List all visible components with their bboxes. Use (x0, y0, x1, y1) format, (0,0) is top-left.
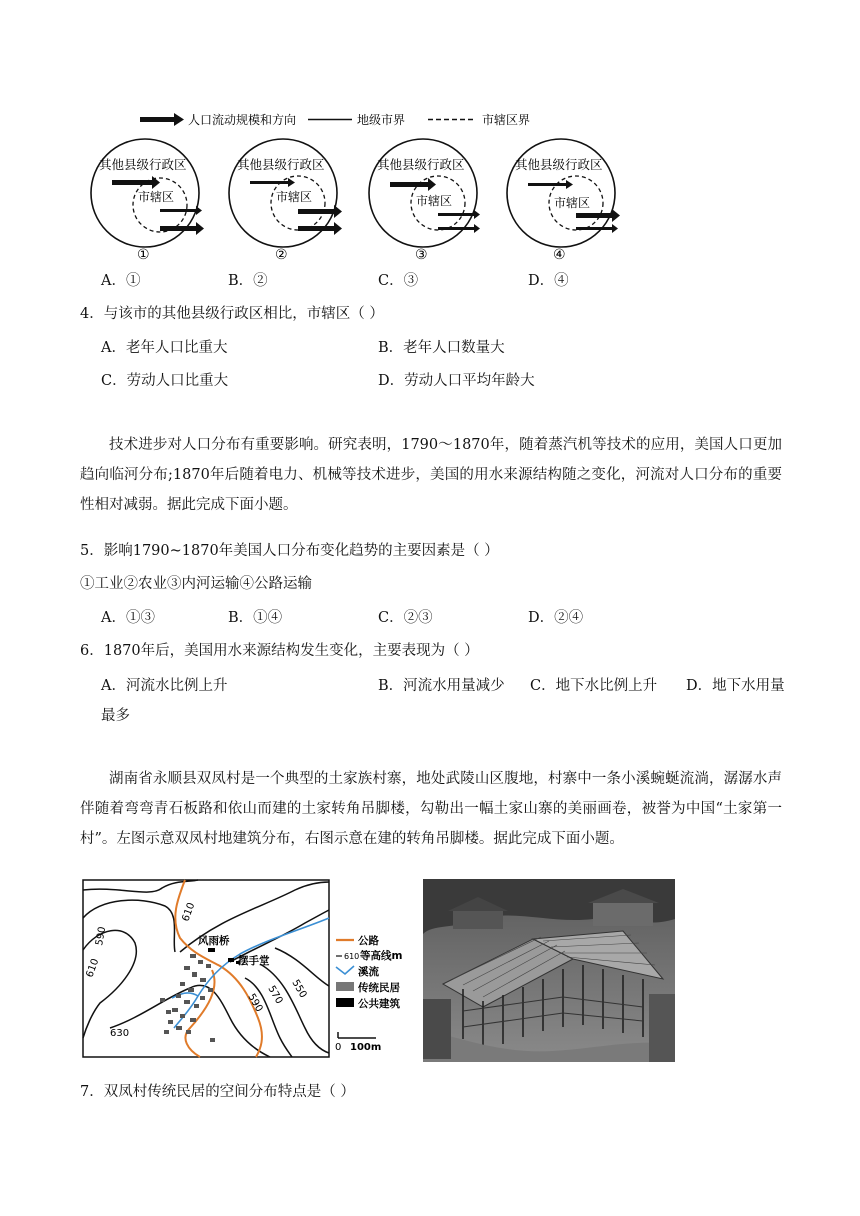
q5-option-d[interactable]: D．②④ (528, 610, 584, 626)
q6-option-a[interactable]: A．河流水比例上升 (101, 678, 228, 694)
contour-label-590-right: 590 (245, 992, 265, 1015)
q3-option-d[interactable]: D．④ (528, 273, 569, 289)
contour-label-630: 630 (110, 1028, 130, 1039)
passage-shuangfeng-village: 湖南省永顺县双凤村是一个典型的土家族村寨，地处武陵山区腹地，村寨中一条小溪蜿蜒流淌，潺潺水声伴随着弯弯青石板路和依山而建的土家转角吊脚楼，勾勒出一幅土家山寨的美丽画卷，被誉为中国“土家第一村”。左图示意双凤村地建筑分布，右图示意在建的转角吊脚楼。据此完成下面小题。 (80, 771, 782, 847)
flow-arrows (112, 176, 204, 235)
contour-label-590-left: 590 (94, 925, 109, 947)
flow-arrows (250, 178, 342, 235)
outer-region-label: 其他县级行政区 (237, 157, 325, 172)
q4-stem: 4．与该市的其他县级行政区相比，市辖区（ ） (80, 306, 384, 322)
legend-city-label: 地级市界 (357, 113, 406, 127)
inner-region-label: 市辖区 (276, 190, 313, 204)
contour-label-570: 570 (265, 984, 285, 1007)
passage-technology-population: 技术进步对人口分布有重要影响。研究表明，1790～1870年，随着蒸汽机等技术的应用，美国人口更加趋向临河分布;1870年后随着电力、机械等技术进步，美国的用水来源结构随之变化，河流对人口分布的重要性相对减弱。据此完成下面小题。 (80, 437, 782, 513)
flow-legend (130, 108, 550, 132)
scale-zero: 0 (335, 1042, 342, 1053)
inner-region-label: 市辖区 (138, 190, 175, 204)
q4-option-b[interactable]: B．老年人口数量大 (378, 340, 505, 356)
contour-label-610-top: 610 (180, 901, 198, 924)
q5-option-c[interactable]: C．②③ (378, 610, 433, 626)
legend-flow-arrow (140, 113, 184, 126)
legend-contour-value: 610 (344, 952, 360, 961)
legend-house-label: 传统民居 (358, 982, 400, 994)
q4-option-d[interactable]: D．劳动人口平均年龄大 (378, 373, 535, 389)
legend-flow-label: 人口流动规模和方向 (188, 113, 297, 127)
diagram-number: ① (137, 247, 150, 263)
q5-option-b[interactable]: B．①④ (228, 610, 283, 626)
q4-option-a[interactable]: A．老年人口比重大 (101, 340, 228, 356)
outer-region-label: 其他县级行政区 (377, 157, 465, 172)
inner-region-label: 市辖区 (416, 194, 453, 208)
legend-district-label: 市辖区界 (482, 113, 531, 127)
q5-option-a[interactable]: A．①③ (101, 610, 155, 626)
baishou-hall-label: 摆手堂 (238, 955, 270, 967)
diagram-number: ② (275, 247, 288, 263)
contour-label-550: 550 (289, 978, 309, 1001)
legend-public-label: 公共建筑 (358, 998, 400, 1010)
legend-contour-label: 等高线m (360, 950, 403, 962)
outer-region-label: 其他县级行政区 (515, 157, 603, 172)
q3-option-c[interactable]: C．③ (378, 273, 419, 289)
village-building-map (80, 878, 420, 1060)
legend-stream-label: 溪流 (358, 966, 379, 978)
q5-stem: 5．影响1790~1870年美国人口分布变化趋势的主要因素是（ ） (80, 543, 499, 559)
q6-option-d-continued: 最多 (101, 708, 130, 724)
legend-road-label: 公路 (358, 935, 379, 947)
q6-option-c[interactable]: C．地下水比例上升 (530, 678, 658, 694)
wind-rain-bridge-label: 风雨桥 (198, 935, 230, 947)
stilted-building-photo (423, 879, 675, 1062)
inner-region-label: 市辖区 (554, 196, 591, 210)
flow-diagram-2 (229, 139, 342, 263)
flow-diagram-4 (507, 139, 620, 263)
outer-region-label: 其他县级行政区 (99, 157, 187, 172)
q6-option-d[interactable]: D．地下水用量 (686, 678, 785, 694)
q3-option-a[interactable]: A．① (101, 273, 141, 289)
flow-diagram-1 (91, 139, 204, 263)
diagram-number: ③ (415, 247, 428, 263)
q3-option-b[interactable]: B．② (228, 273, 268, 289)
contour-label-610-left: 610 (84, 957, 102, 980)
q7-stem: 7．双凤村传统民居的空间分布特点是（ ） (80, 1084, 355, 1100)
q5-choices: ①工业②农业③内河运输④公路运输 (80, 576, 312, 592)
scale-bar (335, 1032, 381, 1053)
diagram-number: ④ (553, 247, 566, 263)
scale-length: 100m (350, 1042, 382, 1053)
q4-option-c[interactable]: C．劳动人口比重大 (101, 373, 229, 389)
flow-diagram-3 (369, 139, 480, 263)
q6-option-b[interactable]: B．河流水用量减少 (378, 678, 505, 694)
q6-stem: 6．1870年后，美国用水来源结构发生变化，主要表现为（ ） (80, 643, 479, 659)
population-flow-diagrams (80, 135, 620, 265)
map-legend (336, 934, 402, 1010)
